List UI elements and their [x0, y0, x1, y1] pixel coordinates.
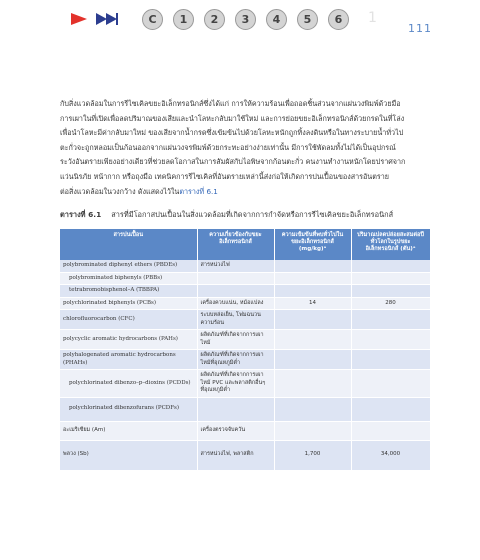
play-arrow-icon [70, 12, 88, 26]
cell-relevance: ผลิตภัณฑ์ที่เกิดจากการเผาไหม้ [197, 330, 274, 350]
cell-release [351, 272, 430, 285]
cell-release [351, 330, 430, 350]
chapter-step-label: C [148, 12, 157, 26]
cell-relevance: สารหน่วงไฟ [197, 260, 274, 272]
chapter-step-label: 1 [179, 12, 188, 26]
cell-relevance: ระบบหล่อเย็น, โฟมฉนวนความร้อน [197, 310, 274, 330]
cell-contaminant: polychlorinated dibenzo–p–dioxins (PCDDs) [60, 370, 197, 398]
chapter-step-1[interactable] [173, 9, 194, 30]
chapter-step-label: 6 [334, 12, 343, 26]
cell-contaminant: polychlorinated dibenzofurans (PCDFs) [60, 397, 197, 421]
table-row [60, 297, 430, 310]
paragraph-line: ระวังอันตรายเพียงอย่างเดียวที่ช่วยลดโอกาสในการสัมผัสกับไอพิษจากก้อนตะกั่ว คนงานทำงานหนักโดยปราศจาก [60, 157, 406, 167]
cell-relevance: ผลิตภัณฑ์ที่เกิดจากการเผาไหม้ PVC และพลาสติกอื่นๆ ที่อุณหภูมิต่ำ [197, 370, 274, 398]
chapter-step-4[interactable] [266, 9, 287, 30]
contaminants-table [60, 229, 431, 471]
cell-release [351, 421, 430, 440]
table-row [60, 370, 430, 398]
table-row [60, 421, 430, 440]
cell-relevance [197, 285, 274, 298]
table-reference-link[interactable]: ตารางที่ 6.1 [179, 186, 218, 196]
cell-concentration [274, 330, 351, 350]
table-row [60, 440, 430, 470]
table-row [60, 285, 430, 298]
table-row [60, 330, 430, 350]
paragraph-line-last [60, 185, 432, 200]
paragraph-line: แว่นนิรภัย หน้ากาก หรือถุงมือ เทคนิคการรีไซเคิลที่อันตรายเหล่านี้ส่งก่อให้เกิดการปนเปื้อนของสารอันตราย [60, 171, 389, 181]
cell-relevance: เครื่องตรวจจับควัน [197, 421, 274, 440]
table-body [60, 260, 430, 470]
paragraph-line: การเผาในที่เปิดเพื่อลดปริมาณของเสียและนำโลหะกลับมาใช้ใหม่ และการย่อยขยะอิเล็กทรอนิกส์ด้วยกรดในที่โล่ง [60, 113, 405, 123]
cell-release: 280 [351, 297, 430, 310]
cell-concentration [274, 350, 351, 370]
cell-contaminant: polychlorinated biphenyls (PCBs) [60, 297, 197, 310]
table-caption-label: ตารางที่ 6.1 [60, 210, 102, 219]
table-caption [60, 209, 393, 221]
chapter-step-3[interactable] [235, 9, 256, 30]
chapter-step-label: 4 [272, 12, 281, 26]
table-row [60, 350, 430, 370]
cell-contaminant: อะเมริเซียม (Am) [60, 421, 197, 440]
column-header-contaminant: สารปนเปื้อน [60, 229, 197, 260]
paragraph-text: ต่อสิ่งแวดล้อมในวงกว้าง ดังแสดงไว้ใน [60, 186, 180, 196]
cell-release: 34,000 [351, 440, 430, 470]
table-row [60, 310, 430, 330]
paragraph-line: เพื่อนำโลหะมีค่ากลับมาใหม่ ของเสียจากน้ำกรดซึ่งเข้มข้นไปด้วยโลหะหนักถูกทิ้งลงดินหรือในทางระบายน้ำทั่วไป [60, 128, 404, 138]
column-header-release: ปริมาณปลดปล่อยสะสมต่อปีทั่วโลกในรูปขยะอิเล็กทรอนิกส์ (ตัน)ᵃ [351, 229, 430, 260]
chapter-step-label: 5 [303, 12, 312, 26]
fast-forward-button[interactable] [94, 10, 120, 28]
cell-relevance: เครื่องควบแน่น, หม้อแปลง [197, 297, 274, 310]
cell-concentration [274, 421, 351, 440]
cell-relevance: สารหน่วงไฟ, พลาสติก [197, 440, 274, 470]
chapter-navigation [68, 8, 359, 30]
table-row [60, 397, 430, 421]
table-row [60, 260, 430, 272]
cell-contaminant: polyhalogenated aromatic hydrocarbons (PHAHs) [60, 350, 197, 370]
cell-release [351, 285, 430, 298]
cell-concentration [274, 397, 351, 421]
paragraph-line: กับสิ่งแวดล้อมในการรีไซเคิลขยะอิเล็กทรอนิกส์ซึ่งได้แก่ การให้ความร้อนเพื่อถอดชิ้นส่วนจากแผ่นวงพิมพ์ด้วยมือ [60, 99, 401, 108]
cell-concentration: 14 [274, 297, 351, 310]
cell-concentration [274, 285, 351, 298]
chapter-step-c[interactable] [142, 9, 163, 30]
cell-release [351, 310, 430, 330]
column-header-relevance: ความเกี่ยวข้องกับขยะอิเล็กทรอนิกส์ [197, 229, 274, 260]
paragraph-line: ตะกั่วจะถูกหลอมเป็นก้อนออกจากแผ่นวงจรพิมพ์ด้วยกระทะอย่างง่ายเท่านั้น มีการใช้พัดลมทั้งไม่ได้เป็นอุปกรณ์ [60, 142, 396, 152]
cell-contaminant: polybrominated diphenyl ethers (PBDEs) [60, 260, 197, 272]
chapter-steps [142, 9, 359, 30]
cell-concentration [274, 272, 351, 285]
cell-release [351, 350, 430, 370]
table-row [60, 272, 430, 285]
cell-concentration [274, 310, 351, 330]
cell-relevance: ผลิตภัณฑ์ที่เกิดจากการเผาไหม้ที่อุณหภูมิต่ำ [197, 350, 274, 370]
chapter-step-5[interactable] [297, 9, 318, 30]
next-arrow-button[interactable] [68, 10, 90, 28]
cell-release [351, 260, 430, 272]
cell-relevance [197, 272, 274, 285]
cell-release [351, 397, 430, 421]
cell-contaminant: chlorofluorocarbon (CFC) [60, 310, 197, 330]
cell-concentration [274, 260, 351, 272]
fast-forward-icon [95, 12, 119, 26]
table-header-row [60, 229, 430, 260]
cell-contaminant: polycyclic aromatic hydrocarbons (PAHs) [60, 330, 197, 350]
cell-concentration [274, 370, 351, 398]
cell-concentration: 1,700 [274, 440, 351, 470]
body-paragraph [60, 97, 432, 199]
cell-contaminant: พลวง (Sb) [60, 440, 197, 470]
chapter-step-2[interactable] [204, 9, 225, 30]
decorative-chapter-number: 1 [368, 10, 377, 26]
cell-contaminant: polybrominated biphenyls (PBBs) [60, 272, 197, 285]
cell-contaminant: tetrabromobisphenol–A (TBBPA) [60, 285, 197, 298]
page-number: 111 [408, 22, 432, 35]
chapter-step-label: 3 [241, 12, 250, 26]
chapter-step-6[interactable] [328, 9, 349, 30]
table-caption-text: สารที่มีโอกาสปนเปื้อนในสิ่งแวดล้อมที่เกิดจากการกำจัดหรือการรีไซเคิลขยะอิเล็กทรอนิกส์ [111, 210, 394, 219]
column-header-concentration: ความเข้มข้นที่พบทั่วไปในขยะอิเล็กทรอนิกส์ (mg/kg)ᵃ [274, 229, 351, 260]
chapter-step-label: 2 [210, 12, 219, 26]
cell-relevance [197, 397, 274, 421]
cell-release [351, 370, 430, 398]
